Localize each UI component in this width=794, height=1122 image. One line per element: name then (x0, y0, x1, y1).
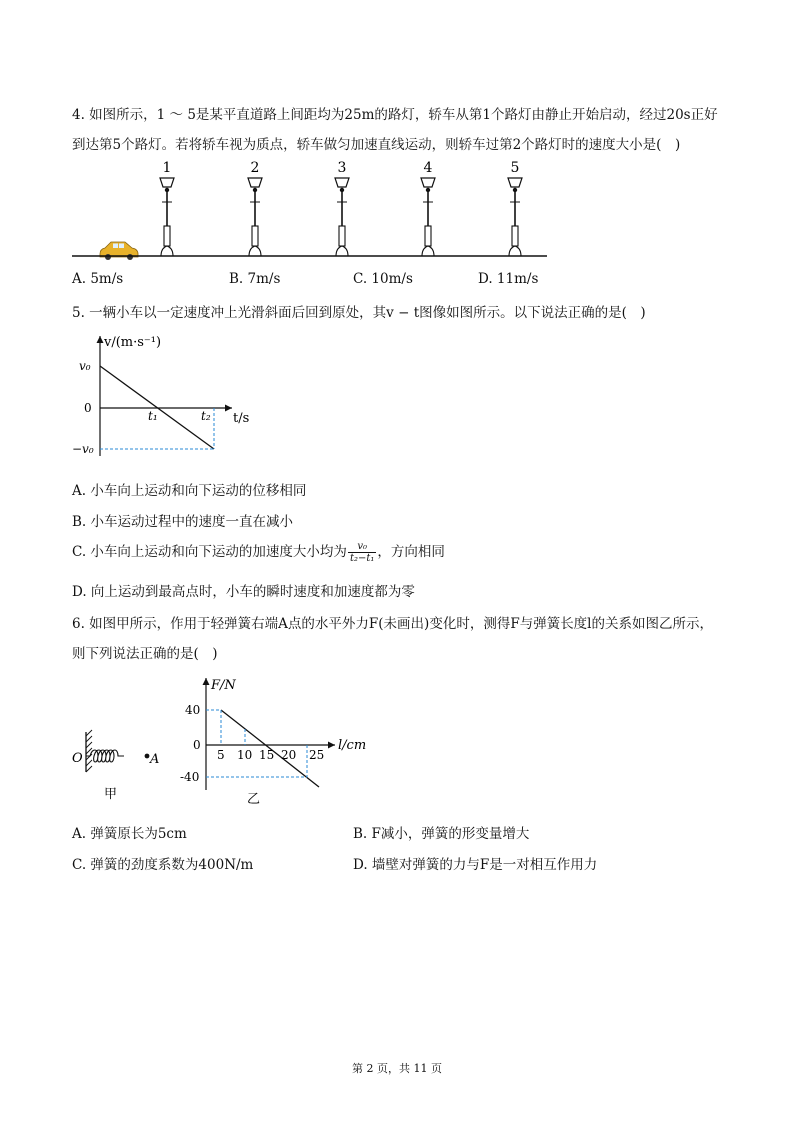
lamp-3 (335, 160, 349, 256)
q6-figure-jia-spring (68, 728, 163, 803)
q5-stem: 5. 一辆小车以一定速度冲上光滑斜面后回到原处，其v − t图像如图所示。以下说法正确的是( ) (72, 305, 646, 321)
lamp-number-5: 5 (510, 160, 520, 176)
q4-option-b[interactable]: B. 7m/s (229, 271, 281, 287)
lamp-2 (248, 160, 262, 256)
caption-yi: 乙 (247, 792, 261, 807)
car-icon (100, 242, 138, 260)
q5-vt-graph (70, 328, 270, 463)
q5-fraction-numerator: v₀ (348, 541, 376, 553)
label-a: A (150, 752, 160, 767)
q6-xtick-15: 15 (259, 748, 275, 762)
q5-option-c-suffix: ，方向相同 (377, 544, 445, 560)
q6-option-a[interactable]: A. 弹簧原长为5cm (72, 826, 187, 842)
q6-xtick-10: 10 (237, 748, 253, 762)
q6-y-axis-label: F/N (211, 678, 236, 693)
q5-fraction-denominator: t₂−t₁ (349, 553, 375, 564)
q6-xtick-5: 5 (217, 748, 225, 762)
q4-stem-line1: 4. 如图所示，1 ～ 5是某平直道路上间距均为25m的路灯，轿车从第1个路灯由静止开始启动，经过20s正好 (72, 107, 718, 123)
q6-xtick-20: 20 (281, 748, 297, 762)
q6-figure-yi-graph (175, 672, 375, 807)
q5-neg-v0-label: −v₀ (72, 442, 94, 456)
q4-option-c[interactable]: C. 10m/s (353, 271, 413, 287)
q5-t2-label: t₂ (201, 409, 211, 423)
q4-option-d[interactable]: D. 11m/s (478, 271, 539, 287)
page-footer: 第 2 页，共 11 页 (352, 1062, 442, 1075)
lamp-1 (160, 160, 174, 256)
q5-option-c-prefix: C. 小车向上运动和向下运动的加速度大小均为 (72, 544, 347, 560)
q6-option-d[interactable]: D. 墙壁对弹簧的力与F是一对相互作用力 (353, 857, 598, 873)
q6-stem-line1: 6. 如图甲所示，作用于轻弹簧右端A点的水平外力F(未画出)变化时，测得F与弹簧长度l的关系如图乙所示， (72, 616, 714, 632)
lamp-4 (421, 160, 435, 256)
lamp-number-2: 2 (250, 160, 260, 176)
q5-v0-label: v₀ (79, 359, 91, 373)
q5-option-c-fraction (348, 541, 376, 564)
q5-option-d[interactable]: D. 向上运动到最高点时，小车的瞬时速度和加速度都为零 (72, 584, 415, 600)
caption-jia: 甲 (104, 787, 118, 802)
lamp-number-3: 3 (337, 160, 347, 176)
q4-street-lamp-figure (60, 158, 560, 263)
q5-x-axis-label: t/s (233, 411, 250, 426)
q5-zero-label: 0 (84, 401, 92, 415)
q5-option-b[interactable]: B. 小车运动过程中的速度一直在减小 (72, 514, 294, 530)
q6-option-b[interactable]: B. F减小，弹簧的形变量增大 (353, 826, 530, 842)
lamp-5 (508, 160, 522, 256)
q6-ytick-0: 0 (193, 738, 201, 752)
q5-option-c[interactable] (72, 540, 445, 564)
q6-ytick-40: 40 (185, 703, 201, 717)
lamp-number-4: 4 (423, 160, 433, 176)
label-o: O (72, 751, 83, 766)
q5-option-a[interactable]: A. 小车向上运动和向下运动的位移相同 (72, 483, 307, 499)
q5-y-axis-label: v/(m·s⁻¹) (104, 335, 162, 350)
q4-stem-line2: 到达第5个路灯。若将轿车视为质点，轿车做匀加速直线运动，则轿车过第2个路灯时的速度大小是( ) (72, 137, 681, 153)
q6-stem-line2: 则下列说法正确的是( ) (72, 646, 218, 662)
q6-ytick-neg40: -40 (180, 770, 200, 784)
q4-option-a[interactable]: A. 5m/s (72, 271, 124, 287)
lamp-number-1: 1 (162, 160, 172, 176)
q6-x-axis-label: l/cm (338, 738, 367, 753)
q6-xtick-25: 25 (309, 748, 325, 762)
q6-option-c[interactable]: C. 弹簧的劲度系数为400N/m (72, 857, 254, 873)
q5-t1-label: t₁ (148, 409, 158, 423)
